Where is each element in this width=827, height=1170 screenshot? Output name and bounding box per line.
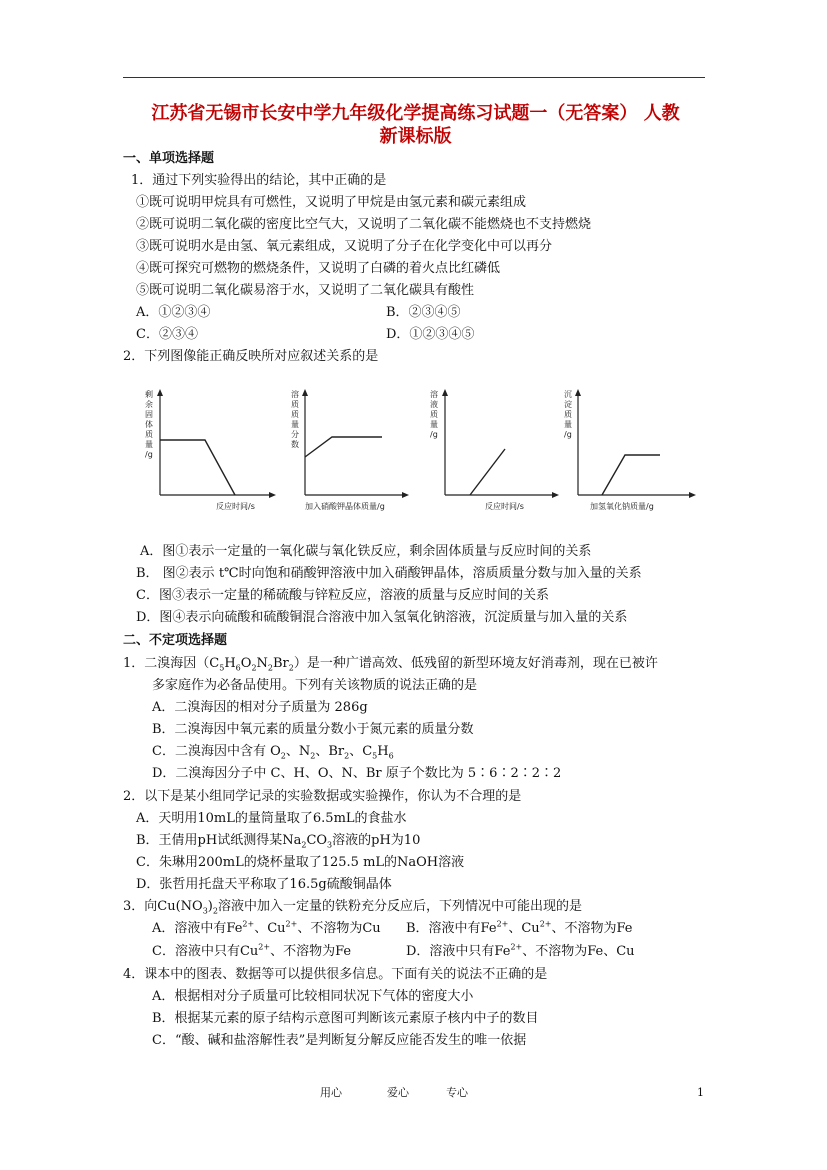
graph-1-svg [140, 385, 280, 515]
q2-option-a: A．图①表示一定量的一氧化碳与氧化铁反应，剩余固体质量与反应时间的关系 [140, 544, 592, 559]
s2-q1-option-b: B．二溴海因中氧元素的质量分数小于氮元素的质量分数 [152, 722, 474, 737]
s2-q3-option-b: B．溶液中有$Fe^{2+}$、$Cu^{2+}$、不溶物为Fe [406, 919, 633, 936]
q2-option-c: C．图③表示一定量的稀硫酸与锌粒反应，溶液的质量与反应时间的关系 [136, 588, 549, 603]
svg-text:加入硝酸钾晶体质量/g: 加入硝酸钾晶体质量/g [305, 502, 385, 511]
q1-statement-4: ④既可探究可燃物的燃烧条件，又说明了白磷的着火点比红磷低 [136, 261, 501, 276]
svg-text:沉淀质量/g: 沉淀质量/g [564, 390, 572, 439]
q2-option-b: B． 图②表示 t℃时向饱和硝酸钾溶液中加入硝酸钾晶体，溶质质量分数与加入量的关系 [136, 566, 642, 581]
q1-statement-2: ②既可说明二氧化碳的密度比空气大，又说明了二氧化碳不能燃烧也不支持燃烧 [136, 217, 592, 232]
q1-option-a: A．①②③④ [136, 305, 211, 320]
s2-q2-stem: 2．以下是某小组同学记录的实验数据或实验操作，你认为不合理的是 [123, 789, 522, 804]
s2-q4-stem: 4．课本中的图表、数据等可以提供很多信息。下面有关的说法不正确的是 [123, 967, 548, 982]
page-title-line1: 江苏省无锡市长安中学九年级化学提高练习试题一（无答案） 人教 [151, 103, 680, 124]
q1-option-d: D．①②③④⑤ [386, 327, 475, 342]
footer-motto-2: 爱心 [387, 1086, 409, 1099]
svg-text:反应时间/s: 反应时间/s [216, 502, 255, 511]
s2-q4-option-a: A．根据相对分子质量可比较相同状况下气体的密度大小 [152, 989, 474, 1004]
graph-3-svg [425, 385, 565, 515]
q1-stem: 1．通过下列实验得出的结论，其中正确的是 [131, 173, 387, 188]
header-rule [123, 77, 705, 78]
s2-q2-option-c: C．朱琳用200mL的烧杯量取了125.5 mL的NaOH溶液 [136, 855, 465, 870]
s2-q3-option-d: D．溶液中只有$Fe^{2+}$、不溶物为Fe、Cu [406, 942, 635, 959]
graph-2-svg [287, 385, 412, 515]
footer-motto-1: 用心 [320, 1086, 342, 1099]
s2-q1-option-d: D．二溴海因分子中 C、H、O、N、Br 原子个数比为 5∶6∶2∶2∶2 [152, 766, 562, 781]
s2-q2-option-b: B．王倩用pH试纸测得某$Na_2CO_3$溶液的pH为10 [136, 833, 421, 850]
page-title [118, 102, 713, 148]
footer-motto-3: 专心 [446, 1086, 468, 1099]
q1-option-b: B．②③④⑤ [386, 305, 461, 320]
q1-statement-5: ⑤既可说明二氧化碳易溶于水，又说明了二氧化碳具有酸性 [136, 283, 475, 298]
s2-q4-option-c: C．“酸、碱和盐溶解性表”是判断复分解反应能否发生的唯一依据 [152, 1033, 527, 1048]
section2-heading: 二、不定项选择题 [123, 633, 228, 648]
s2-q1-option-a: A．二溴海因的相对分子质量为 286g [152, 700, 368, 715]
graph-4 [560, 385, 700, 515]
s2-q4-option-b: B．根据某元素的原子结构示意图可判断该元素原子核内中子的数目 [152, 1011, 539, 1026]
page-title-line2: 新课标版 [379, 126, 452, 147]
s2-q1-stem-line2: 多家庭作为必备品使用。下列有关该物质的说法正确的是 [152, 678, 478, 693]
graph-4-svg [560, 385, 700, 515]
s2-q1-formula: $C_5H_6O_2N_2Br_2$ [209, 656, 294, 673]
svg-text:溶液质量/g: 溶液质量/g [430, 390, 438, 439]
q1-option-c: C．②③④ [136, 327, 198, 342]
page-number: 1 [697, 1086, 704, 1099]
q2-stem: 2．下列图像能正确反映所对应叙述关系的是 [123, 349, 379, 364]
svg-text:剩余固体质量/g: 剩余固体质量/g [145, 390, 153, 459]
s2-q1-stem-suffix: ）是一种广谱高效、低残留的新型环境友好消毒剂，现在已被许 [293, 656, 658, 671]
s2-q3-option-a: A．溶液中有$Fe^{2+}$、$Cu^{2+}$、不溶物为Cu [152, 919, 381, 936]
q2-option-d: D．图④表示向硫酸和硫酸铜混合溶液中加入氢氧化钠溶液，沉淀质量与加入量的关系 [136, 610, 628, 625]
graph-1 [140, 385, 280, 515]
s2-q3-option-c: C．溶液中只有$Cu^{2+}$、不溶物为Fe [152, 942, 352, 959]
s2-q1-stem-prefix: 1．二溴海因（ [123, 656, 210, 671]
s2-q1-option-c: C．二溴海因中含有 $O_2$、$N_2$、$Br_2$、$C_5H_6$ [152, 744, 394, 761]
q1-statement-3: ③既可说明水是由氢、氧元素组成，又说明了分子在化学变化中可以再分 [136, 239, 553, 254]
graph-2 [287, 385, 412, 515]
s2-q1-stem [123, 655, 658, 673]
svg-text:加氢氧化钠质量/g: 加氢氧化钠质量/g [590, 502, 654, 511]
svg-text:溶质质量分数: 溶质质量分数 [291, 390, 299, 449]
section1-heading: 一、单项选择题 [123, 151, 215, 166]
s2-q2-option-a: A．天明用10mL的量筒量取了6.5mL的食盐水 [136, 811, 407, 826]
q1-statement-1: ①既可说明甲烷具有可燃性，又说明了甲烷是由氢元素和碳元素组成 [136, 195, 527, 210]
graph-3 [425, 385, 565, 515]
s2-q3-stem: 3．向$Cu(NO_3)_2$溶液中加入一定量的铁粉充分反应后，下列情况中可能出现的是 [123, 899, 582, 916]
svg-text:反应时间/s: 反应时间/s [485, 502, 524, 511]
s2-q2-option-d: D．张哲用托盘天平称取了16.5g硫酸铜晶体 [136, 877, 392, 892]
